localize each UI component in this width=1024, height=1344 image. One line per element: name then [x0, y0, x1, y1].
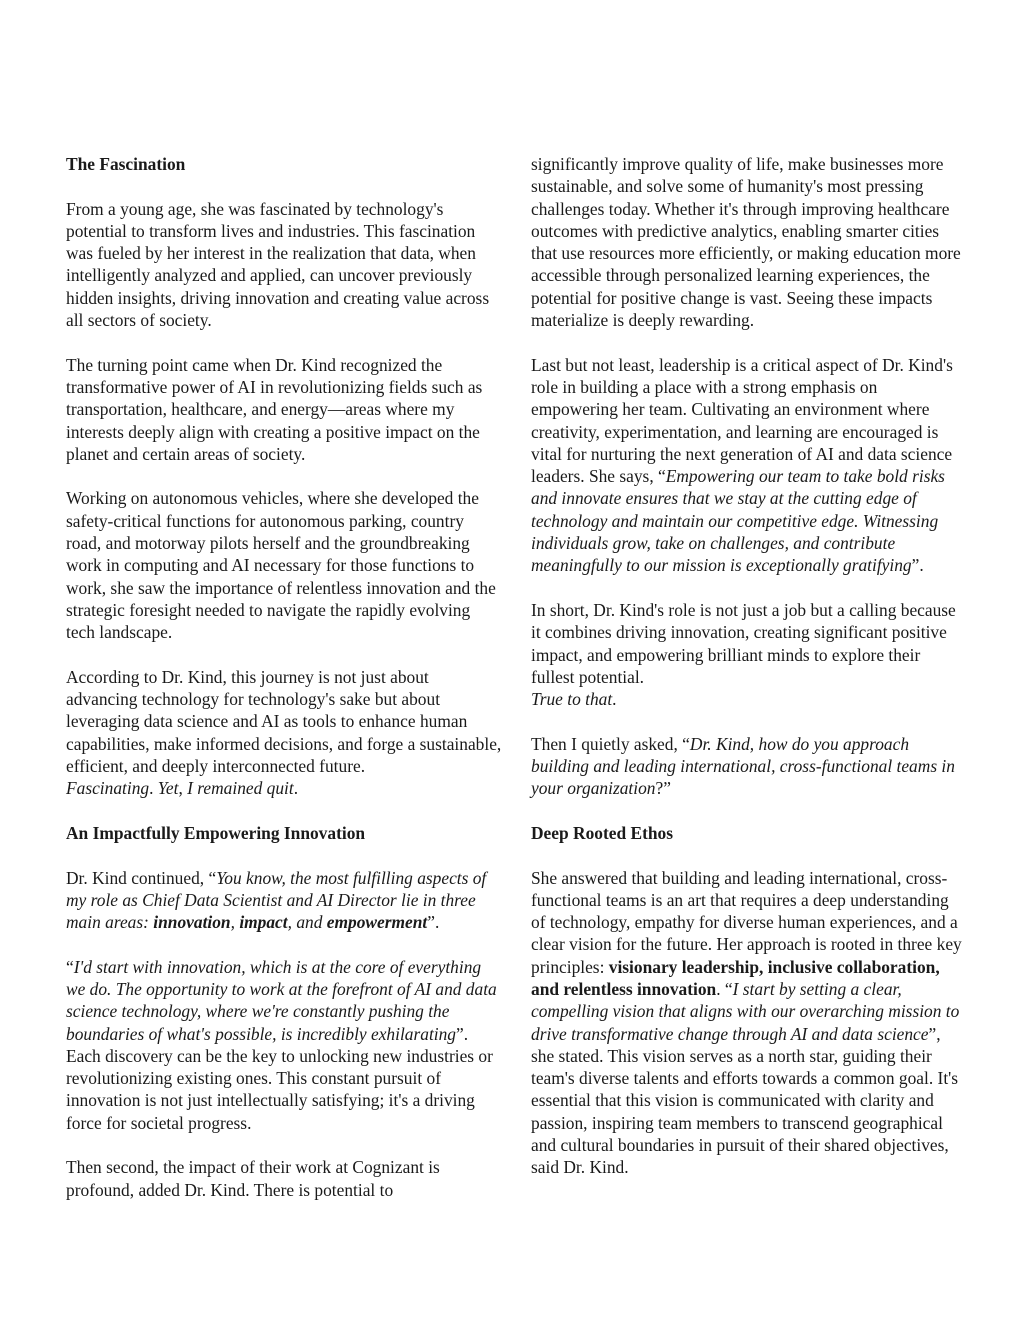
quote-italic: Empowering our team to take bold risks and innovate ensures that we stay at the cutting edge of technology and maintain our competitive edge. Witnessing individuals grow, take on challenges, and contribute meaningfully to our mission is exceptionally gratifying	[531, 466, 945, 576]
punct: ,	[230, 912, 240, 933]
text: In short, Dr. Kind's role is not just a job but a calling because it combines driving innovation, creating significant positive impact, and empowering brilliant minds to explore their fullest potential.	[531, 599, 956, 687]
punct: . “	[716, 978, 733, 999]
text: ”. Each discovery can be the key to unlocking new industries or revolutionizing existing ones. This constant pursuit of innovation is not just intellectually satisfying; it's a driving force for societal progress.	[66, 1023, 493, 1133]
text: ”, she stated. This vision serves as a north star, guiding their team's diverse talents and efforts towards a common goal. It's essential that this vision is communicated with clarity and passion, inspiring team members to transcend geographical and cultural boundaries in pursuit of their shared objectives, said Dr. Kind.	[531, 1023, 959, 1178]
punct: ”.	[911, 555, 924, 576]
paragraph-answer	[531, 867, 967, 1179]
quote-italic: I'd start with innovation, which is at the core of everything we do. The opportunity to work at the forefront of AI and data science technology, where we're constantly pushing the boundaries of what's possible, is incredibly exhilarating	[66, 956, 497, 1044]
punct: ,	[178, 778, 188, 799]
principles-bold: visionary leadership, inclusive collaboration, and relentless innovation	[531, 956, 940, 999]
section-heading-innovation: An Impactfully Empowering Innovation	[66, 822, 366, 843]
left-column	[66, 153, 502, 1201]
keyword-impact: impact	[239, 912, 288, 933]
paragraph-impact: Then second, the impact of their work at Cognizant is profound, added Dr. Kind. There is potential to	[66, 1157, 440, 1200]
paragraph-leadership	[531, 354, 967, 577]
paragraph-quality-of-life: significantly improve quality of life, make businesses more sustainable, and solve some of humanity's most pressing challenges today. Whether it's through improving healthcare outcomes with predictive analytics, enabling smarter cities that use resources more efficiently, or making education more accessible through personalized learning experiences, the potential for positive change is vast. Seeing these impacts materialize is deeply rewarding.	[531, 154, 961, 331]
paragraph-young-age: From a young age, she was fascinated by technology's potential to transform lives and industries. This fascination was fueled by her interest in the realization that data, when intelligently analyzed and applied, can uncover previously hidden insights, driving innovation and creating value across all sectors of society.	[66, 198, 490, 331]
paragraph-autonomous-vehicles: Working on autonomous vehicles, where she developed the safety-critical functions for autonomous parking, country road, and motorway pilots herself and the groundbreaking work in computing and AI necessary for those functions to work, she saw the importance of relentless innovation and the strategic foresight needed to navigate the rapidly evolving tech landscape.	[66, 488, 496, 643]
right-column	[531, 153, 967, 1179]
text: She answered that building and leading international, cross-functional teams is an art that requires a deep understanding of technology, empathy for diverse human experiences, and a clear vision for the future. Her approach is rooted in three key principles:	[531, 867, 962, 977]
quote-italic: Dr. Kind, how do you approach building and leading international, cross-functional teams in your organization	[531, 733, 955, 799]
punct: ?”	[655, 778, 671, 799]
punct: , and	[287, 912, 327, 933]
paragraph-journey	[66, 666, 502, 800]
punct: “	[66, 956, 74, 977]
journey-text: According to Dr. Kind, this journey is not just about advancing technology for technology's sake but about leveraging data science and AI as tools to enhance human capabilities, make informed decisions, and forge a sustainable, efficient, and deeply interconnected future.	[66, 666, 502, 777]
section-heading-fascination: The Fascination	[66, 154, 186, 174]
quote-italic: You know, the most fulfilling aspects of my role as Chief Data Scientist and AI Director lie in three main areas:	[66, 867, 487, 933]
remained-quit-italic: I remained quit	[187, 778, 294, 799]
paragraph-in-short	[531, 599, 967, 710]
yet-italic: Yet	[157, 778, 179, 799]
text: Last but not least, leadership is a critical aspect of Dr. Kind's role in building a place with a strong emphasis on empowering her team. Cultivating an environment where creativity, experimentation, and learning are encouraged is vital for nurturing the next generation of AI and data science leaders. She says, “	[531, 354, 953, 487]
paragraph-three-areas	[66, 867, 502, 934]
paragraph-innovation-core	[66, 956, 502, 1134]
paragraph-turning-point: The turning point came when Dr. Kind recognized the transformative power of AI in revolutionizing fields such as transportation, healthcare, and energy—areas where my interests deeply align with creating a positive impact on the planet and certain areas of society.	[66, 354, 483, 464]
punct: .	[293, 778, 299, 799]
section-heading-ethos: Deep Rooted Ethos	[531, 822, 674, 843]
text: Dr. Kind continued, “	[66, 867, 217, 888]
punct: .	[149, 778, 158, 799]
punct: ”.	[427, 912, 440, 933]
true-to-that-italic: True to that	[531, 689, 613, 710]
keyword-innovation: innovation	[153, 912, 231, 933]
paragraph-question	[531, 733, 967, 800]
fascinating-italic: Fascinating	[66, 778, 150, 799]
quote-italic: I start by setting a clear, compelling vision that aligns with our overarching mission to drive transformative change through AI and data science	[531, 978, 960, 1044]
punct: .	[612, 689, 617, 710]
keyword-empowerment: empowerment	[326, 912, 428, 933]
text: Then I quietly asked, “	[531, 733, 690, 754]
